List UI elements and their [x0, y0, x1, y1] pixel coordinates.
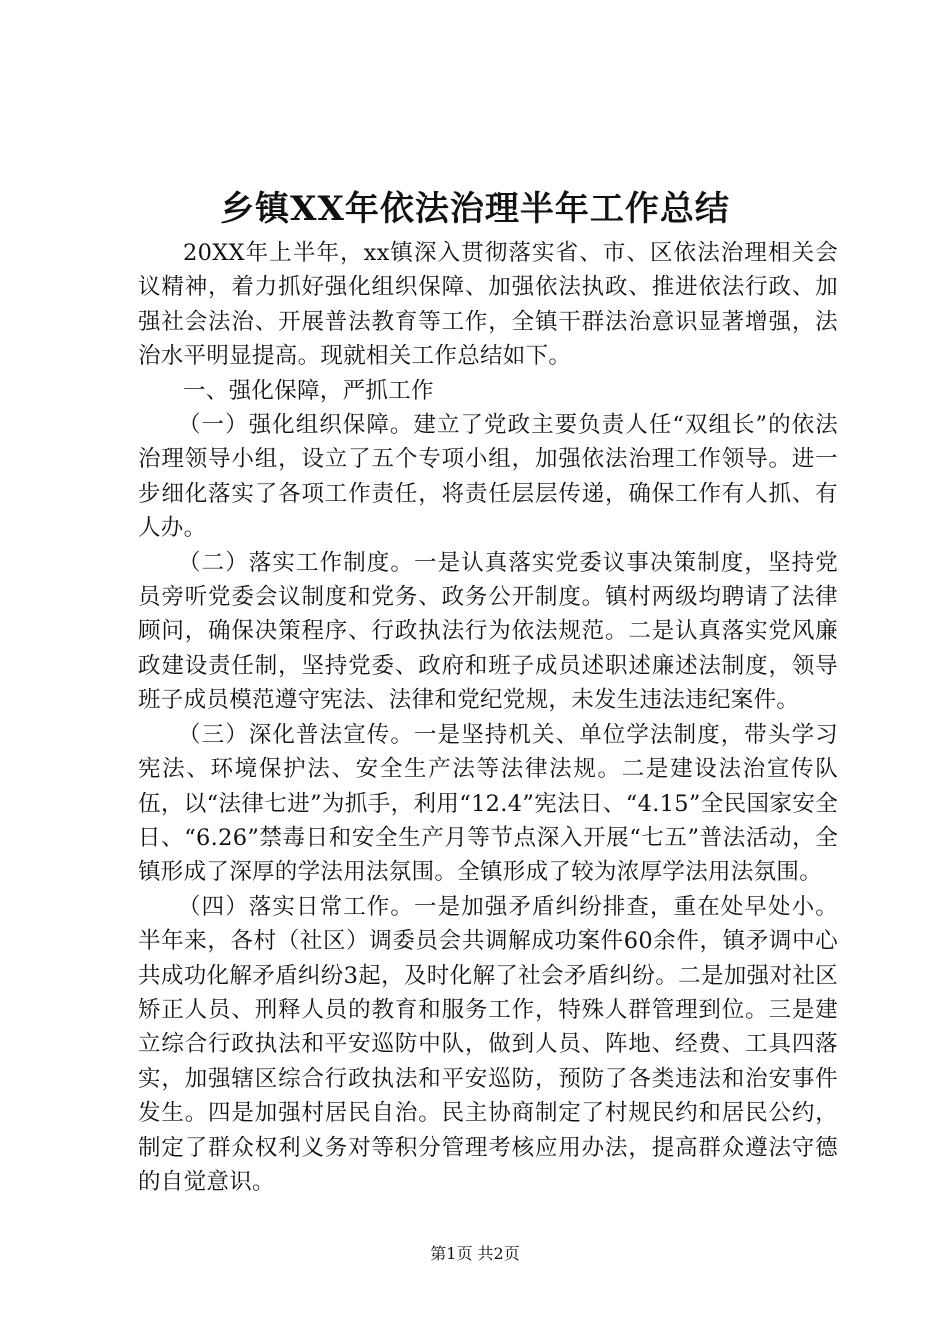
paragraph-organization: （一）强化组织保障。建立了党政主要负责人任“双组长”的依法治理领导小组，设立了五个专项小组，加强依法治理工作领导。进一步细化落实了各项工作责任，将责任层层传递，确保工作有人抓、有人办。	[138, 412, 838, 542]
section-heading: 一、强化保障，严抓工作	[183, 377, 434, 404]
document-title: 乡镇XX年依法治理半年工作总结	[220, 189, 730, 229]
document-body	[138, 236, 838, 1199]
paragraph-system: （二）落实工作制度。一是认真落实党委议事决策制度，坚持党员旁听党委会议制度和党务、政务公开制度。镇村两级均聘请了法律顾问，确保决策程序、行政执法行为依法规范。二是认真落实党风廉政建设责任制，坚持党委、政府和班子成员述职述廉述法制度，领导班子成员模范遵守宪法、法律和党纪党规，未发生违法违纪案件。	[138, 549, 838, 714]
page-footer: 第1页 共2页	[430, 1244, 520, 1263]
paragraph-publicity: （三）深化普法宣传。一是坚持机关、单位学法制度，带头学习宪法、环境保护法、安全生产法等法律法规。二是建设法治宣传队伍，以“法律七进”为抓手，利用“12.4”宪法日、“4.15”全民国家安全日、“6.26”禁毒日和安全生产月等节点深入开展“七五”普法活动，全镇形成了深厚的学法用法氛围。全镇形成了较为浓厚学法用法氛围。	[138, 721, 838, 886]
paragraph-daily-work: （四）落实日常工作。一是加强矛盾纠纷排查，重在处早处小。半年来，各村（社区）调委员会共调解成功案件60余件，镇矛调中心共成功化解矛盾纠纷3起，及时化解了社会矛盾纠纷。二是加强对社区矫正人员、刑释人员的教育和服务工作，特殊人群管理到位。三是建立综合行政执法和平安巡防中队，做到人员、阵地、经费、工具四落实，加强辖区综合行政执法和平安巡防，预防了各类违法和治安事件发生。四是加强村居民自治。民主协商制定了村规民约和居民公约，制定了群众权利义务对等积分管理考核应用办法，提高群众遵法守德的自觉意识。	[138, 893, 838, 1195]
intro-paragraph: 20XX年上半年，xx镇深入贯彻落实省、市、区依法治理相关会议精神，着力抓好强化组织保障、加强依法执政、推进依法行政、加强社会法治、开展普法教育等工作，全镇干群法治意识显著增强，法治水平明显提高。现就相关工作总结如下。	[138, 240, 838, 370]
